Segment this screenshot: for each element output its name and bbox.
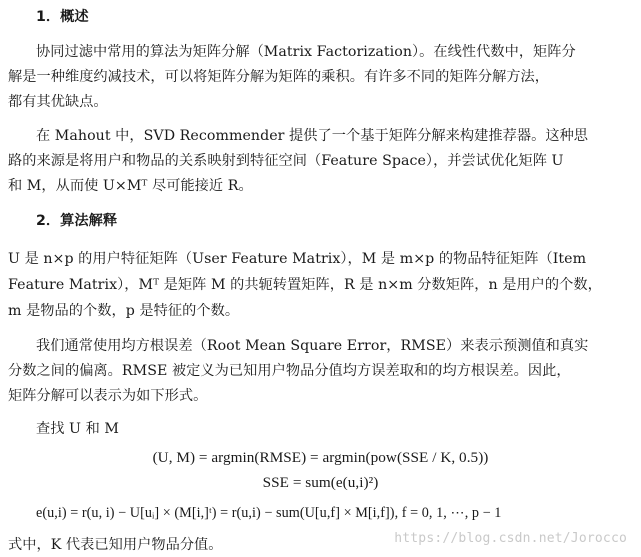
formula-sse: SSE = sum(e(u,i)²) (262, 474, 379, 491)
paragraph-line: 我们通常使用均方根误差（Root Mean Square Error，RMSE）来表示预测值和真实 (36, 338, 589, 354)
section-heading-overview: 1．概述 (36, 9, 89, 25)
paragraph-line: m 是物品的个数，p 是特征的个数。 (8, 303, 240, 319)
section-heading-algorithm: 2．算法解释 (36, 213, 118, 229)
formula-argmin: (U, M) = argmin(RMSE) = argmin(pow(SSE / K, 0.5)) (152, 449, 489, 466)
paragraph-line: 矩阵分解可以表示为如下形式。 (8, 388, 208, 404)
formula-error: e(u,i) = r(u, i) − U[uᵢ] × (M[i,]ᵗ) = r(u,i) − sum(U[u,f] × M[i,f]), f = 0, 1, ⋯, p − 1 (36, 505, 502, 521)
paragraph-line: Feature Matrix），Mᵀ 是矩阵 M 的共轭转置矩阵，R 是 n×m 分数矩阵，n 是用户的个数， (8, 277, 602, 293)
paragraph-line: 分数之间的偏离。RMSE 被定义为已知用户物品分值均方误差取和的均方根误差。因此， (8, 363, 571, 379)
find-line: 查找 U 和 M (36, 421, 119, 437)
watermark: https://blog.csdn.net/Jorocco (394, 531, 627, 546)
paragraph-line: 都有其优缺点。 (8, 94, 108, 110)
paragraph-line: U 是 n×p 的用户特征矩阵（User Feature Matrix），M 是 m×p 的物品特征矩阵（Item (8, 251, 587, 267)
paragraph-line: 路的来源是将用户和物品的关系映射到特征空间（Feature Space），并尝试优化矩阵 U (8, 153, 564, 169)
paragraph-line: 解是一种维度约减技术，可以将矩阵分解为矩阵的乘积。有许多不同的矩阵分解方法， (8, 69, 550, 85)
paragraph-line: 协同过滤中常用的算法为矩阵分解（Matrix Factorization）。在线性代数中，矩阵分 (36, 44, 576, 60)
paragraph-line-last: 式中，K 代表已知用户物品分值。 (8, 537, 223, 553)
paragraph-line: 和 M，从而使 U×Mᵀ 尽可能接近 R。 (8, 178, 253, 194)
paragraph-line: 在 Mahout 中，SVD Recommender 提供了一个基于矩阵分解来构建推荐器。这种思 (36, 128, 589, 144)
